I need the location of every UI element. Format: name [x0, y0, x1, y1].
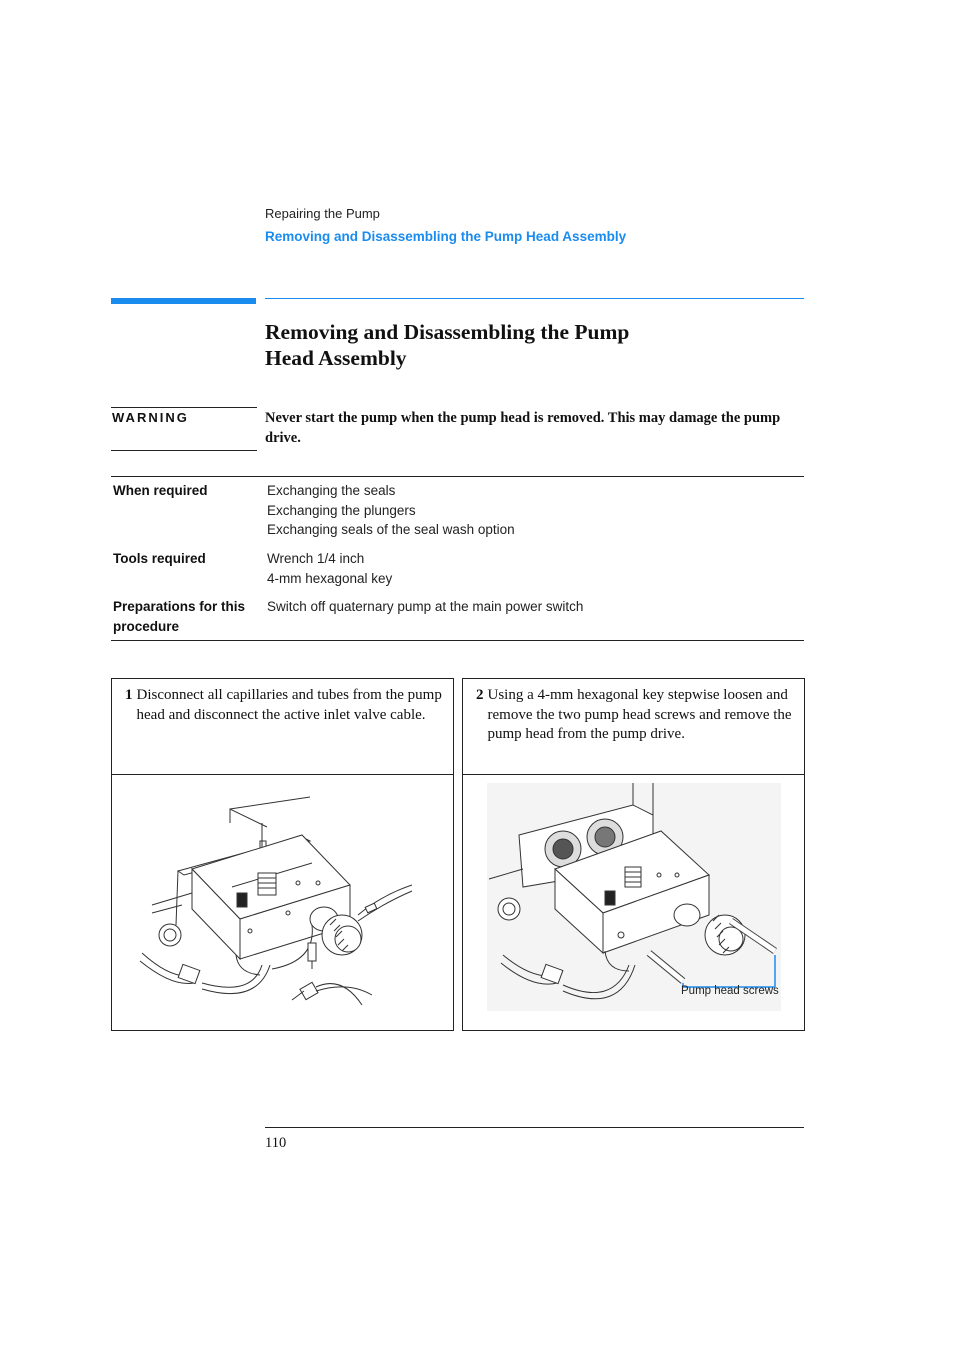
step-1-figure-box	[111, 774, 454, 1031]
step-1	[125, 686, 451, 725]
running-header-chapter: Repairing the Pump	[265, 206, 380, 221]
step-1-text: Disconnect all capillaries and tubes from the pump head and disconnect the active inlet valve cable.	[136, 687, 442, 723]
preparations-label-line-1: Preparations for this	[113, 599, 246, 614]
tools-required-list	[267, 549, 392, 588]
step-2-text: Using a 4-mm hexagonal key stepwise loosen and remove the two pump head screws and remove the pump head from the pump drive.	[487, 687, 792, 742]
warning-label: WARNING	[112, 410, 189, 425]
when-required-label: When required	[113, 483, 208, 498]
section-rule	[265, 298, 804, 299]
when-required-item: Exchanging the seals	[267, 483, 396, 498]
warning-rule-bottom	[111, 450, 257, 451]
running-header-section: Removing and Disassembling the Pump Head Assembly	[265, 229, 627, 244]
footer-rule	[265, 1127, 804, 1128]
warning-rule-top	[111, 407, 257, 408]
when-required-item: Exchanging the plungers	[267, 502, 416, 518]
step-2-figure-box	[462, 774, 805, 1031]
step-2-number: 2	[476, 687, 484, 703]
tools-required-label: Tools required	[113, 551, 206, 566]
step-1-number: 1	[125, 687, 133, 703]
section-accent-bar	[111, 298, 256, 304]
preparations-text: Switch off quaternary pump at the main power switch	[267, 599, 584, 614]
tools-required-item: 4-mm hexagonal key	[267, 570, 393, 586]
when-required-list	[267, 481, 515, 540]
page-title-line-2: Head Assembly	[265, 346, 407, 370]
preparations-label-line-2: procedure	[113, 618, 180, 634]
page-title	[265, 319, 785, 371]
preparations-label	[113, 597, 245, 636]
tools-required-item: Wrench 1/4 inch	[267, 551, 365, 566]
page-number: 110	[265, 1135, 287, 1151]
pump-head-screws-callout: Pump head screws	[681, 985, 779, 997]
requirements-rule-bottom	[111, 640, 804, 641]
page-title-line-1: Removing and Disassembling the Pump	[265, 320, 630, 344]
warning-text: Never start the pump when the pump head is removed. This may damage the pump drive.	[265, 410, 781, 446]
when-required-item: Exchanging seals of the seal wash option	[267, 522, 515, 537]
requirements-rule-top	[111, 476, 804, 477]
step-2	[476, 686, 800, 745]
pump-head-connections-illustration	[112, 775, 453, 1030]
